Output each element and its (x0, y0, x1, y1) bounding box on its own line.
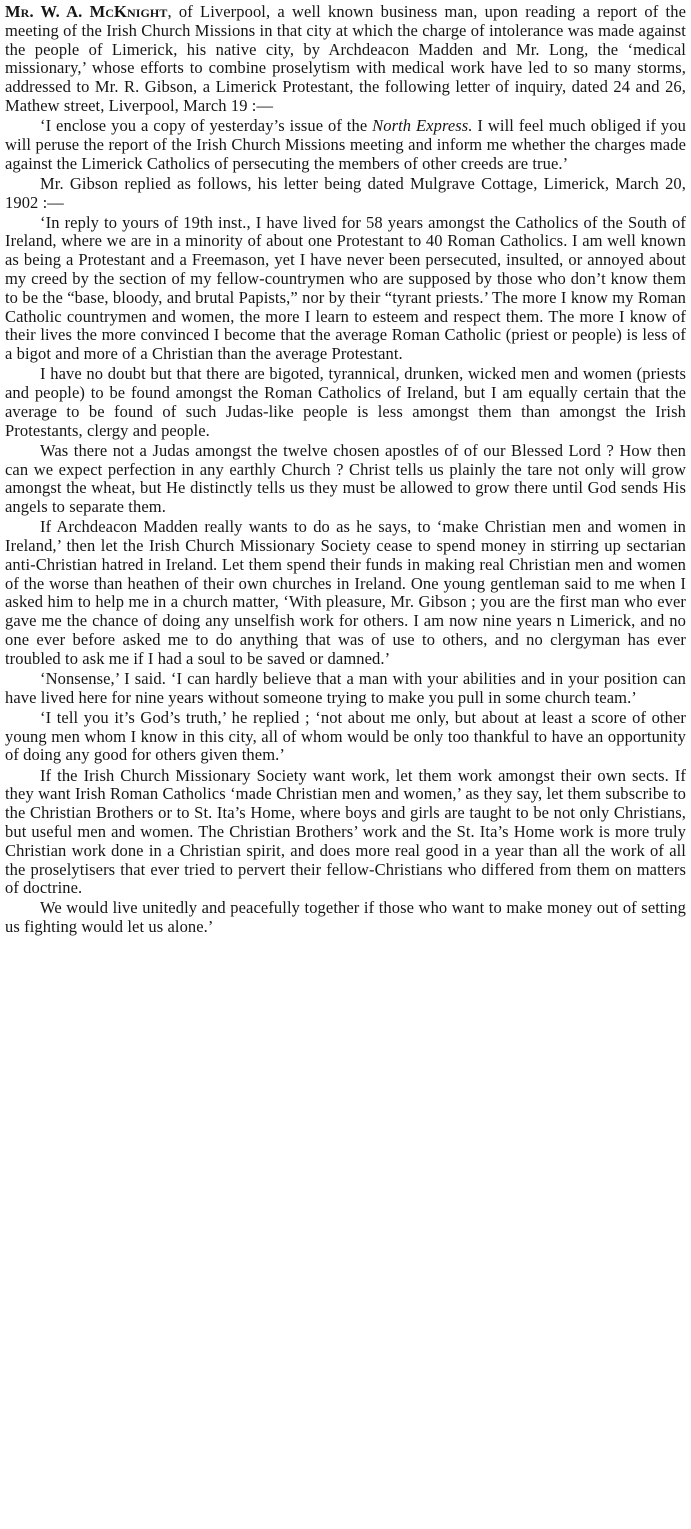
paragraph-2 (5, 117, 686, 173)
paragraph-11: We would live unitedly and peacefully together if those who want to make money out of setting us fighting would let us alone.’ (5, 898, 686, 937)
lead-name: Mr. W. A. McKnight (5, 2, 168, 21)
newspaper-name: North Express. (372, 116, 473, 136)
paragraph-1-text: , of Liverpool, a well known business man, upon reading a report of the meeting of the Irish Church Missions in that city at which the charge of intolerance was made against the people of Limerick, his native city, by Archdeacon Madden and Mr. Long, the ‘medical missionary,’ whose efforts to combine proselytism with medical work have led to so many storms, addressed to Mr. R. Gibson, a Limerick Protestant, the following letter of inquiry, dated 24 and 26, Mathew street, Liverpool, March 19 :— (5, 2, 686, 115)
paragraph-6: Was there not a Judas amongst the twelve chosen apostles of of our Blessed Lord ? How then can we expect perfection in any earthly Church ? Christ tells us plainly the tare not only will grow amongst the wheat, but He distinctly tells us they must be allowed to grow there until God sends His angels to separate them. (5, 440, 686, 517)
paragraph-8: ‘Nonsense,’ I said. ‘I can hardly believe that a man with your abilities and in your position can have lived here for nine years without someone trying to make you pull in some church team.’ (5, 668, 686, 707)
paragraph-10: If the Irish Church Missionary Society want work, let them work amongst their own sects. If they want Irish Roman Catholics ‘made Christian men and women,’ as they say, let them subscribe to the Christian Brothers or to St. Ita’s Home, where boys and girls are taught to be not only Christians, but useful men and women. The Christian Brothers’ work and the St. Ita’s Home work is more truly Christian work done in a Christian spirit, and does more real good in a year than all the work of all the proselytisers that ever tried to pervert their fellow-Christians who differed from them on matters of doctrine. (5, 765, 686, 898)
paragraph-5: I have no doubt but that there are bigoted, tyrannical, drunken, wicked men and women (priests and people) to be found amongst the Roman Catholics of Ireland, but I am equally certain that the average to be found of such Judas-like people is less amongst them than amongst the Irish Protestants, clergy and people. (5, 364, 686, 440)
paragraph-2-rest: I will feel much obliged if you will peruse the report of the Irish Church Missions meeting and inform me whether the charges made against the Limerick Catholics of persecuting the members of other creeds are true.’ (5, 116, 686, 173)
paragraph-2-text: ‘I enclose you a copy of yesterday’s issue of the (40, 116, 373, 136)
paragraph-4: ‘In reply to yours of 19th inst., I have lived for 58 years amongst the Catholics of the South of Ireland, where we are in a minority of about one Protestant to 40 Roman Catholics. I am well known as being a Protestant and a Freemason, yet I have never been persecuted, insulted, or annoyed about my creed by the section of my fellow-countrymen who are supposed by those who don’t know them to be the “base, bloody, and brutal Papists,” nor by their “tyrant priests.’ The more I know my Roman Catholic countrymen and women, the more I learn to esteem and respect them. The more I know of their lives the more convinced I become that the average Roman Catholic (priest or people) is less of a bigot and more of a Christian than the average Protestant. (5, 212, 686, 364)
article-column (5, 3, 686, 938)
paragraph-9: ‘I tell you it’s God’s truth,’ he replied ; ‘not about me only, but about at least a score of other young men whom I know in this city, all of whom would be only too thankful to have an opportunity of doing any good for others given them.’ (5, 707, 686, 765)
paragraph-1 (5, 3, 686, 116)
paragraph-7: If Archdeacon Madden really wants to do as he says, to ‘make Christian men and women in Ireland,’ then let the Irish Church Missionary Society cease to spend money in stirring up sectarian anti-Christian hatred in Ireland. Let them spend their funds in making real Christian men and women of the worse than heathen of their own churches in Ireland. One young gentleman said to me when I asked him to help me in a church matter, ‘With pleasure, Mr. Gibson ; you are the first man who ever gave me the chance of doing any unselfish work for others. I am now nine years n Limerick, and no one ever before asked me to do anything that was of use to others, and no clergyman has ever troubled to ask me if I had a soul to be saved or damned.’ (5, 517, 686, 668)
paragraph-3: Mr. Gibson replied as follows, his letter being dated Mulgrave Cottage, Limerick, March 20, 1902 :— (5, 173, 686, 212)
